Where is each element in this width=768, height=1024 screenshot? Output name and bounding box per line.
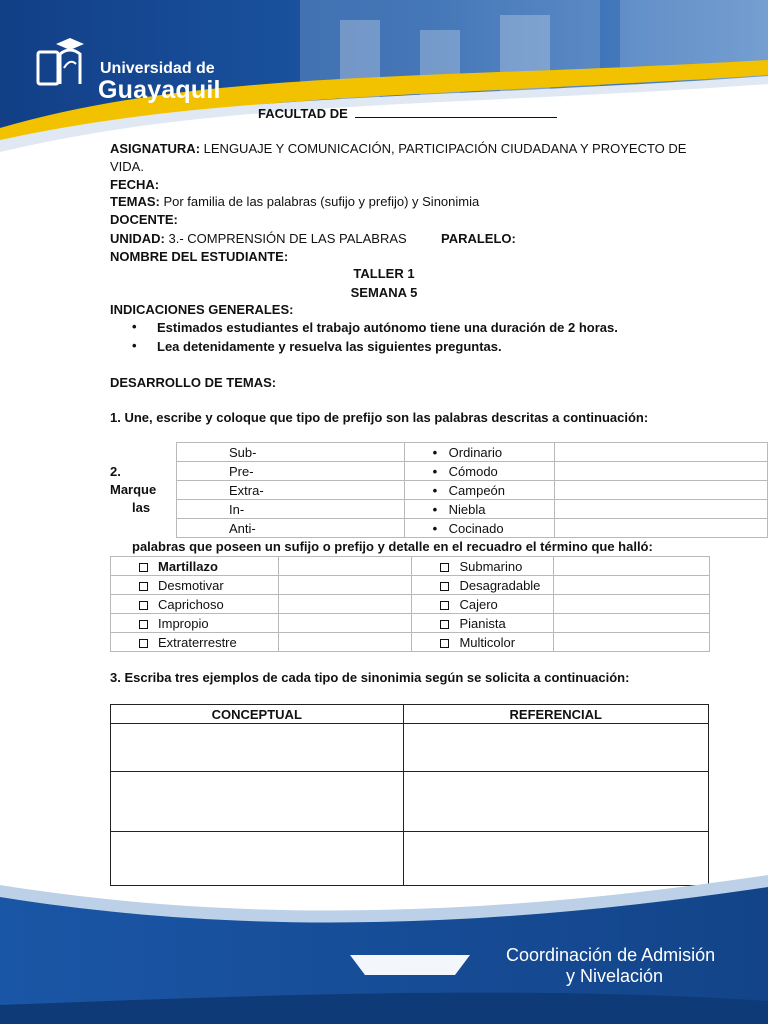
word-label: Impropio — [158, 615, 209, 631]
university-crest-icon — [36, 38, 94, 90]
prefix-cell: In- — [177, 500, 405, 519]
table-header-row — [111, 705, 709, 724]
prefix-cell: Pre- — [177, 462, 405, 481]
table-row — [177, 500, 768, 519]
question-2-word2: las — [132, 500, 151, 515]
asignatura-line — [110, 141, 686, 156]
checkbox[interactable] — [139, 639, 148, 648]
word-cell — [111, 614, 279, 633]
answer-cell[interactable] — [554, 519, 767, 538]
table-row — [177, 443, 768, 462]
checkbox[interactable] — [440, 620, 449, 629]
answer-cell[interactable] — [278, 614, 412, 633]
word-cell — [404, 462, 554, 481]
word-label: Desmotivar — [158, 577, 224, 593]
bullet-icon: • — [132, 319, 137, 334]
university-logo — [36, 38, 236, 108]
prefix-cell: Sub- — [177, 443, 405, 462]
word-cell — [404, 443, 554, 462]
table-row — [111, 614, 710, 633]
word-cell — [111, 633, 279, 652]
docente-label: DOCENTE: — [110, 212, 178, 227]
checkbox[interactable] — [139, 582, 148, 591]
table-row — [111, 595, 710, 614]
bullet-icon: • — [432, 444, 438, 460]
temas-line — [110, 194, 479, 209]
word-label: Campeón — [448, 482, 506, 498]
answer-cell[interactable] — [403, 772, 709, 832]
asignatura-value-cont: VIDA. — [110, 159, 144, 174]
university-name-line1: Universidad de — [100, 60, 215, 77]
word-cell — [412, 595, 554, 614]
question-2-word1: Marque — [110, 482, 157, 497]
word-label: Niebla — [448, 501, 486, 517]
word-label: Extraterrestre — [158, 634, 237, 650]
word-cell — [412, 557, 554, 576]
checkbox[interactable] — [440, 639, 449, 648]
bullet-icon: • — [432, 520, 438, 536]
checkbox[interactable] — [440, 582, 449, 591]
question-2: palabras que poseen un sufijo o prefijo y detalle en el recuadro el término que halló: — [132, 539, 653, 554]
estudiante-label: NOMBRE DEL ESTUDIANTE: — [110, 249, 289, 264]
page-footer — [0, 875, 768, 1024]
answer-cell[interactable] — [278, 557, 412, 576]
temas-label: TEMAS: — [110, 194, 160, 209]
word-cell — [404, 481, 554, 500]
column-header-conceptual: CONCEPTUAL — [111, 705, 404, 724]
faculty-blank — [355, 106, 557, 118]
table-row — [111, 772, 709, 832]
footer-line2: y Nivelación — [566, 966, 664, 986]
column-header-referencial: REFERENCIAL — [403, 705, 709, 724]
indicacion-item: Estimados estudiantes el trabajo autónomo tiene una duración de 2 horas. — [157, 320, 618, 335]
unidad-value: 3.- COMPRENSIÓN DE LAS PALABRAS — [168, 231, 407, 246]
faculty-line — [258, 106, 557, 121]
word-label: Ordinario — [448, 444, 503, 460]
answer-cell[interactable] — [554, 614, 710, 633]
table-row — [111, 633, 710, 652]
answer-cell[interactable] — [554, 500, 767, 519]
table-row — [177, 519, 768, 538]
answer-cell[interactable] — [111, 772, 404, 832]
bullet-icon: • — [432, 482, 438, 498]
word-cell — [111, 595, 279, 614]
checkbox[interactable] — [139, 563, 148, 572]
word-cell — [111, 557, 279, 576]
word-label: Desagradable — [459, 577, 541, 593]
table-row — [177, 481, 768, 500]
word-label: Pianista — [459, 615, 506, 631]
prefix-cell: Anti- — [177, 519, 405, 538]
answer-cell[interactable] — [554, 576, 710, 595]
indicacion-item: Lea detenidamente y resuelva las siguientes preguntas. — [157, 339, 502, 354]
question-3: 3. Escriba tres ejemplos de cada tipo de sinonimia según se solicita a continuación: — [110, 670, 630, 685]
question-1: 1. Une, escribe y coloque que tipo de prefijo son las palabras descritas a continuación: — [110, 410, 649, 425]
affix-table — [110, 556, 710, 652]
word-cell — [404, 519, 554, 538]
table-row — [111, 557, 710, 576]
word-label: Cómodo — [448, 463, 498, 479]
question-2-number: 2. — [110, 464, 121, 479]
unidad-label: UNIDAD: — [110, 231, 165, 246]
checkbox[interactable] — [440, 563, 449, 572]
footer-line1: Coordinación de Admisión — [506, 945, 716, 965]
unidad-line — [110, 231, 407, 246]
word-cell — [412, 576, 554, 595]
answer-cell[interactable] — [554, 481, 767, 500]
word-cell — [412, 614, 554, 633]
bullet-icon: • — [132, 338, 137, 353]
word-cell — [404, 500, 554, 519]
answer-cell[interactable] — [554, 633, 710, 652]
table-row — [111, 724, 709, 772]
answer-cell[interactable] — [554, 443, 767, 462]
prefix-match-table — [176, 442, 768, 538]
taller-title: TALLER 1 — [353, 266, 415, 281]
answer-cell[interactable] — [403, 724, 709, 772]
desarrollo-heading: DESARROLLO DE TEMAS: — [110, 375, 277, 390]
checkbox[interactable] — [139, 601, 148, 610]
semana-title: SEMANA 5 — [350, 285, 418, 300]
answer-cell[interactable] — [554, 462, 767, 481]
word-label: Submarino — [459, 558, 523, 574]
faculty-label: FACULTAD DE — [258, 106, 348, 121]
bullet-icon: • — [432, 463, 438, 479]
fecha-label: FECHA: — [110, 177, 160, 192]
word-cell — [412, 633, 554, 652]
table-row — [177, 462, 768, 481]
prefix-cell: Extra- — [177, 481, 405, 500]
indicaciones-heading: INDICACIONES GENERALES: — [110, 302, 294, 317]
checkbox[interactable] — [440, 601, 449, 610]
temas-value: Por familia de las palabras (sufijo y prefijo) y Sinonimia — [163, 194, 480, 209]
word-label: Martillazo — [158, 558, 218, 574]
word-label: Caprichoso — [158, 596, 224, 612]
answer-cell[interactable] — [554, 557, 710, 576]
answer-cell[interactable] — [278, 595, 412, 614]
asignatura-label: ASIGNATURA: — [110, 141, 201, 156]
word-label: Cocinado — [448, 520, 504, 536]
university-name-line2: Guayaquil — [98, 76, 221, 104]
checkbox[interactable] — [139, 620, 148, 629]
word-label: Multicolor — [459, 634, 516, 650]
answer-cell[interactable] — [111, 724, 404, 772]
answer-cell[interactable] — [554, 595, 710, 614]
synonym-table — [110, 704, 709, 886]
table-row — [111, 576, 710, 595]
asignatura-value: LENGUAJE Y COMUNICACIÓN, PARTICIPACIÓN CIUDADANA Y PROYECTO DE — [203, 141, 687, 156]
answer-cell[interactable] — [278, 633, 412, 652]
answer-cell[interactable] — [278, 576, 412, 595]
word-label: Cajero — [459, 596, 498, 612]
word-cell — [111, 576, 279, 595]
bullet-icon: • — [432, 501, 438, 517]
paralelo-label: PARALELO: — [441, 231, 516, 246]
